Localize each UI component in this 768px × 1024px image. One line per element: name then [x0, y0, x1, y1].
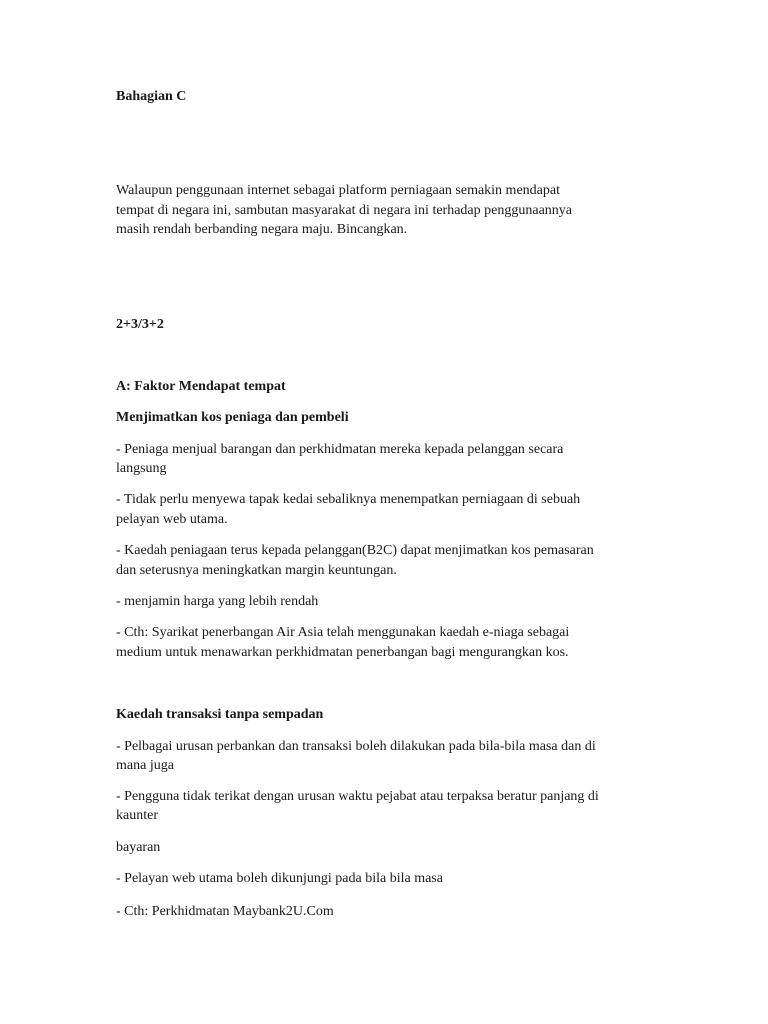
marks-allocation: 2+3/3+2: [116, 317, 164, 332]
bullet-point: - Tidak perlu menyewa tapak kedai sebaliknya menempatkan perniagaan di sebuah: [116, 492, 581, 507]
bullet-point: - Cth: Perkhidmatan Maybank2U.Com: [116, 904, 334, 919]
bullet-point-cont: medium untuk menawarkan perkhidmatan penerbangan bagi mengurangkan kos.: [116, 645, 569, 660]
paragraph-line: bayaran: [116, 840, 161, 855]
bullet-point: - Pelbagai urusan perbankan dan transaksi boleh dilakukan pada bila-bila masa dan di: [116, 739, 596, 754]
bullet-point-cont: mana juga: [116, 758, 174, 773]
section-a-title: A: Faktor Mendapat tempat: [116, 379, 286, 394]
bullet-point-cont: kaunter: [116, 808, 158, 823]
bullet-point: - Pengguna tidak terikat dengan urusan waktu pejabat atau terpaksa beratur panjang di: [116, 789, 599, 804]
bullet-point: - Cth: Syarikat penerbangan Air Asia telah menggunakan kaedah e-niaga sebagai: [116, 625, 570, 640]
bullet-point-cont: langsung: [116, 461, 167, 476]
section-heading: Bahagian C: [116, 89, 187, 104]
bullet-point: - Pelayan web utama boleh dikunjungi pada bila bila masa: [116, 871, 443, 886]
question-line-1: Walaupun penggunaan internet sebagai platform perniagaan semakin mendapat: [116, 183, 560, 198]
bullet-point: - Kaedah peniagaan terus kepada pelanggan(B2C) dapat menjimatkan kos pemasaran: [116, 543, 594, 558]
bullet-point-cont: pelayan web utama.: [116, 512, 228, 527]
bullet-point-cont: dan seterusnya meningkatkan margin keuntungan.: [116, 563, 397, 578]
subsection-title-2: Kaedah transaksi tanpa sempadan: [116, 707, 324, 722]
question-line-2: tempat di negara ini, sambutan masyarakat di negara ini terhadap penggunaannya: [116, 203, 572, 218]
subsection-title-1: Menjimatkan kos peniaga dan pembeli: [116, 410, 349, 425]
bullet-point: - Peniaga menjual barangan dan perkhidmatan mereka kepada pelanggan secara: [116, 442, 564, 457]
bullet-point: - menjamin harga yang lebih rendah: [116, 594, 319, 609]
question-line-3: masih rendah berbanding negara maju. Bincangkan.: [116, 222, 408, 237]
